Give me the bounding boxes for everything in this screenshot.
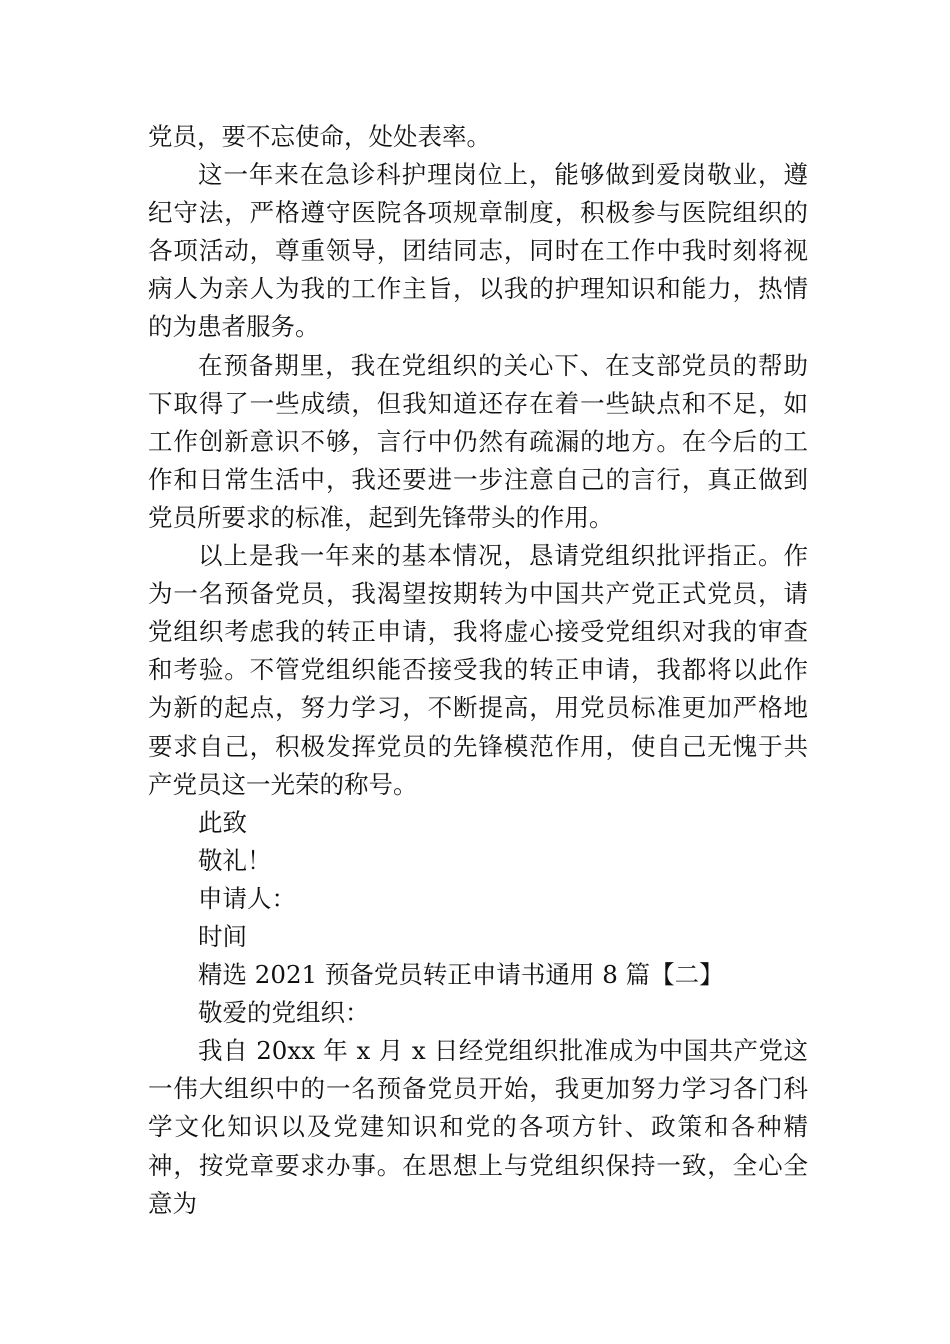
greeting: 敬爱的党组织： (198, 998, 370, 1028)
closing-salutation: 此致 (198, 807, 247, 837)
paragraph-3: 在预备期里，我在党组织的关心下、在支部党员的帮助下取得了一些成绩，但我知道还存在着一些缺点和不足，如工作创新意识不够，言行中仍然有疏漏的地方。在今后的工作和日常生活中，我还要进一步注意自己的言行，真正做到党员所要求的标准，起到先锋带头的作用。 (148, 350, 808, 532)
closing-respect: 敬礼！ (198, 845, 272, 875)
section-title: 精选 2021 预备党员转正申请书通用 8 篇【二】 (198, 960, 724, 990)
paragraph-1: 党员，要不忘使命，处处表率。 (148, 122, 491, 151)
paragraph-4: 以上是我一年来的基本情况，恳请党组织批评指正。作为一名预备党员，我渴望按期转为中国共产党正式党员，请党组织考虑我的转正申请，我将虚心接受党组织对我的审查和考验。不管党组织能否接受我的转正申请，我都将以此作为新的起点，努力学习，不断提高，用党员标准更加严格地要求自己，积极发挥党员的先锋模范作用，使自己无愧于共产党员这一光荣的称号。 (148, 541, 808, 799)
paragraph-body2: 我自 20xx 年 x 月 x 日经党组织批准成为中国共产党这一伟大组织中的一名预备党员开始，我更加努力学习各门科学文化知识以及党建知识和党的各项方针、政策和各种精神，按党章要求办事。在思想上与党组织保持一致，全心全意为 (148, 1036, 808, 1218)
applicant-label: 申请人： (198, 883, 296, 913)
date-label: 时间 (198, 921, 247, 951)
paragraph-2: 这一年来在急诊科护理岗位上，能够做到爱岗敬业，遵纪守法，严格遵守医院各项规章制度，积极参与医院组织的各项活动，尊重领导，团结同志，同时在工作中我时刻将视病人为亲人为我的工作主旨，以我的护理知识和能力，热情的为患者服务。 (148, 160, 808, 342)
document-body (148, 118, 808, 1223)
